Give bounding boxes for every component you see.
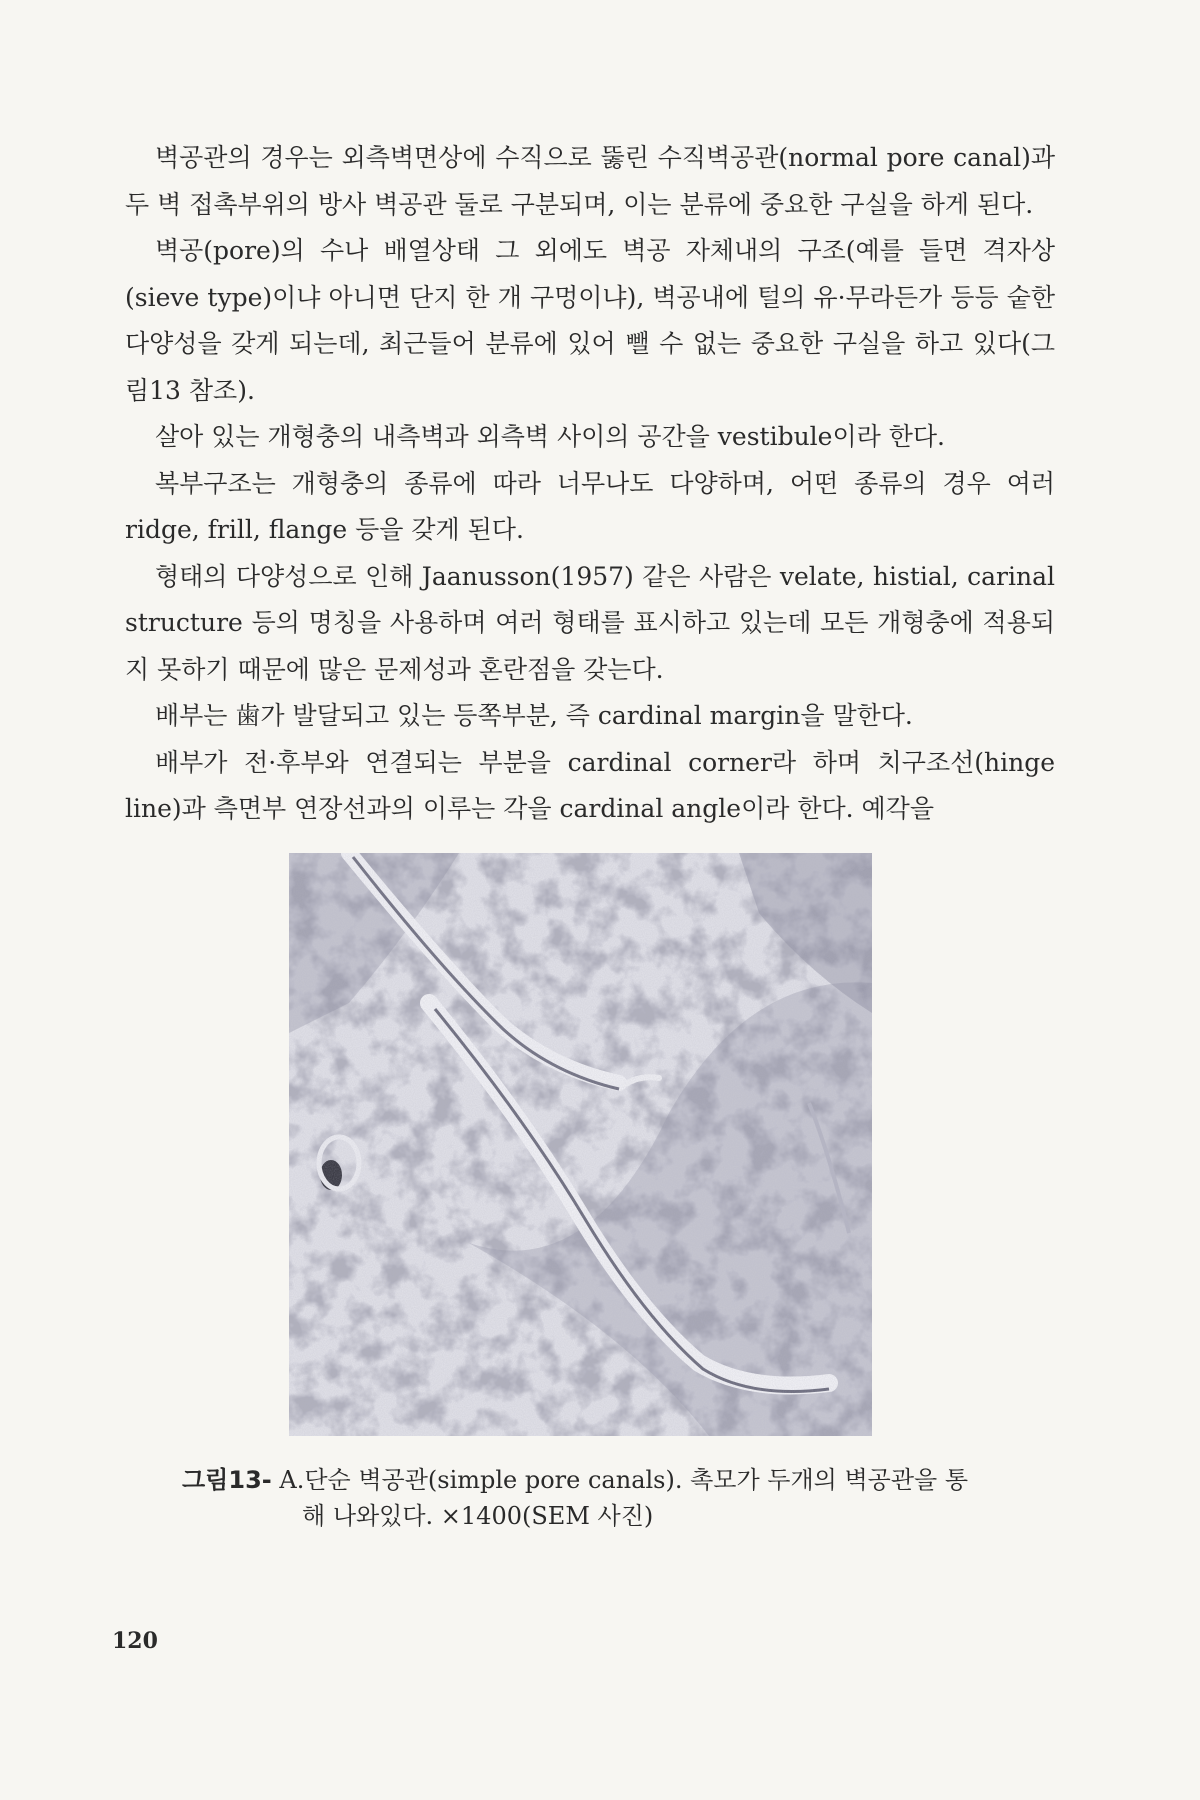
paragraph-vestibule: 살아 있는 개형충의 내측벽과 외측벽 사이의 공간을 vestibule이라 한다. (155, 422, 945, 451)
paragraph-morphology: 형태의 다양성으로 인해 Jaanusson(1957) 같은 사람은 velate, histial, carinal structure 등의 명칭을 사용하며 여러 형태를 표시하고 있는데 모든 개형충에 적용되지 못하기 때문에 많은 문제성과 혼란점을 갖는다. (125, 561, 1055, 684)
caption-line-1: A.단순 벽공관(simple pore canals). 촉모가 두개의 벽공관을 통 (279, 1466, 969, 1494)
figure-label: 그림13- (182, 1466, 272, 1494)
page-number: 120 (112, 1628, 158, 1654)
paragraph-pore-canal: 벽공관의 경우는 외측벽면상에 수직으로 뚫린 수직벽공관(normal pore canal)과 두 벽 접촉부위의 방사 벽공관 둘로 구분되며, 이는 분류에 중요한 구실을 하게 된다. (125, 143, 1055, 219)
figure-caption (182, 1462, 1052, 1534)
caption-line-2: 해 나와있다. ×1400(SEM 사진) (302, 1502, 654, 1530)
paragraph-cardinal-margin: 배부는 歯가 발달되고 있는 등쪽부분, 즉 cardinal margin을 말한다. (155, 701, 913, 730)
sem-image (289, 853, 872, 1436)
body-text (125, 135, 1055, 833)
paragraph-pore: 벽공(pore)의 수나 배열상태 그 외에도 벽공 자체내의 구조(예를 들면 격자상(sieve type)이냐 아니면 단지 한 개 구멍이냐), 벽공내에 털의 유·무라든가 등등 숱한 다양성을 갖게 되는데, 최근들어 분류에 있어 뺄 수 없는 중요한 구실을 하고 있다(그림13 참조). (125, 236, 1055, 405)
sem-photograph (289, 853, 872, 1436)
paragraph-cardinal-angle: 배부가 전·후부와 연결되는 부분을 cardinal corner라 하며 치구조선(hinge line)과 측면부 연장선과의 이루는 각을 cardinal angle이라 한다. 예각을 (125, 747, 1055, 823)
paragraph-ventral-structure: 복부구조는 개형충의 종류에 따라 너무나도 다양하며, 어떤 종류의 경우 여러 ridge, frill, flange 등을 갖게 된다. (125, 468, 1055, 544)
